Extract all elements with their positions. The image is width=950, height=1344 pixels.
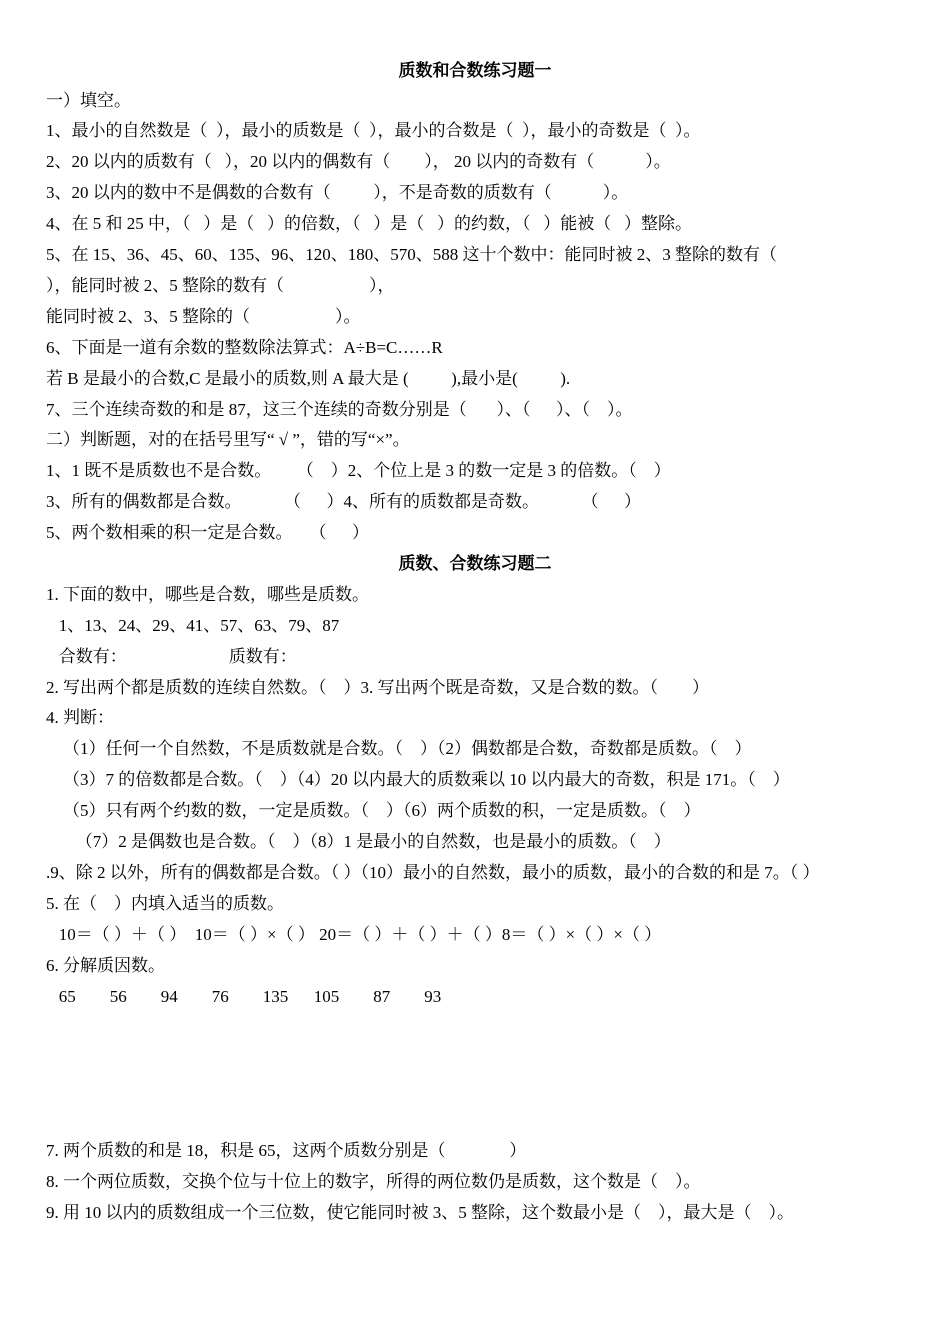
ex2-judge-5-6: （5）只有两个约数的数，一定是质数。（ ）（6）两个质数的积，一定是质数。（ ） (46, 801, 701, 820)
question-7: 7、三个连续奇数的和是 87，这三个连续的奇数分别是（ ）、（ ）、（ ）。 (46, 400, 633, 419)
question-2: 2、20 以内的质数有（ ），20 以内的偶数有（ ）， 20 以内的奇数有（ ）。 (46, 152, 671, 171)
ex2-factor-numbers: 65 56 94 76 135 105 87 93 (46, 987, 442, 1006)
ex2-number-list: 1、13、24、29、41、57、63、79、87 (46, 616, 340, 635)
ex2-judge-7-8: （7）2 是偶数也是合数。（ ）（8）1 是最小的自然数，也是最小的质数。（ ） (46, 832, 671, 851)
question-6-line-1: 6、下面是一道有余数的整数除法算式：A÷B=C……R (46, 338, 443, 357)
ex2-question-1: 1. 下面的数中，哪些是合数，哪些是质数。 (46, 585, 369, 604)
judge-line-2: 3、所有的偶数都是合数。 （ ）4、所有的质数都是奇数。 （ ） (46, 492, 641, 511)
worksheet-title-1: 质数和合数练习题一 (398, 61, 552, 80)
ex2-question-6: 6. 分解质因数。 (46, 956, 165, 975)
ex2-question-7: 7. 两个质数的和是 18，积是 65，这两个质数分别是（ ） (46, 1141, 527, 1160)
ex2-equations: 10＝（ ）＋（ ） 10＝（ ）×（ ） 20＝（ ）＋（ ）＋（ ）8＝（ ）×（ ）×（ ） (46, 925, 662, 944)
question-5-line-2: ），能同时被 2、5 整除的数有（ ）， (46, 276, 395, 295)
ex2-judge-1-2: （1）任何一个自然数，不是质数就是合数。（ ）（2）偶数都是合数，奇数都是质数。（ ） (46, 739, 752, 758)
section-true-false: 二）判断题，对的在括号里写“ √ ”，错的写“×”。 (46, 430, 410, 449)
judge-line-3: 5、两个数相乘的积一定是合数。 （ ） (46, 523, 369, 542)
question-5-line-3: 能同时被 2、3、5 整除的（ ）。 (46, 307, 361, 326)
section-fill-blank: 一）填空。 (46, 91, 131, 110)
question-3: 3、20 以内的数中不是偶数的合数有（ ），不是奇数的质数有（ ）。 (46, 183, 629, 202)
ex2-answer-labels: 合数有： 质数有： (46, 647, 297, 666)
ex2-question-2-3: 2. 写出两个都是质数的连续自然数。（ ）3. 写出两个既是奇数，又是合数的数。（ ） (46, 678, 709, 697)
worksheet-title-2: 质数、合数练习题二 (398, 554, 552, 573)
ex2-question-4: 4. 判断： (46, 708, 114, 727)
ex2-judge-9-10: .9、除 2 以外，所有的偶数都是合数。（ ）（10）最小的自然数，最小的质数，最小的合数的和是 7。（ ） (46, 863, 820, 882)
ex2-question-9: 9. 用 10 以内的质数组成一个三位数，使它能同时被 3、5 整除，这个数最小是（ ），最大是（ ）。 (46, 1203, 794, 1222)
question-5-line-1: 5、在 15、36、45、60、135、96、120、180、570、588 这十个数中：能同时被 2、3 整除的数有（ (46, 245, 777, 264)
judge-line-1: 1、1 既不是质数也不是合数。 （ ）2、个位上是 3 的数一定是 3 的倍数。（ ） (46, 461, 671, 480)
ex2-judge-3-4: （3）7 的倍数都是合数。（ ）（4）20 以内最大的质数乘以 10 以内最大的奇数，积是 171。（ ） (46, 770, 790, 789)
question-1: 1、最小的自然数是（ ），最小的质数是（ ），最小的合数是（ ），最小的奇数是（ ）。 (46, 121, 701, 140)
ex2-question-5: 5. 在（ ）内填入适当的质数。 (46, 894, 284, 913)
ex2-question-8: 8. 一个两位质数，交换个位与十位上的数字，所得的两位数仍是质数，这个数是（ ）。 (46, 1172, 701, 1191)
question-6-line-2: 若 B 是最小的合数,C 是最小的质数,则 A 最大是 ( ),最小是( ). (46, 369, 571, 388)
question-4: 4、在 5 和 25 中，（ ）是（ ）的倍数，（ ）是（ ）的约数，（ ）能被（ ）整除。 (46, 214, 692, 233)
